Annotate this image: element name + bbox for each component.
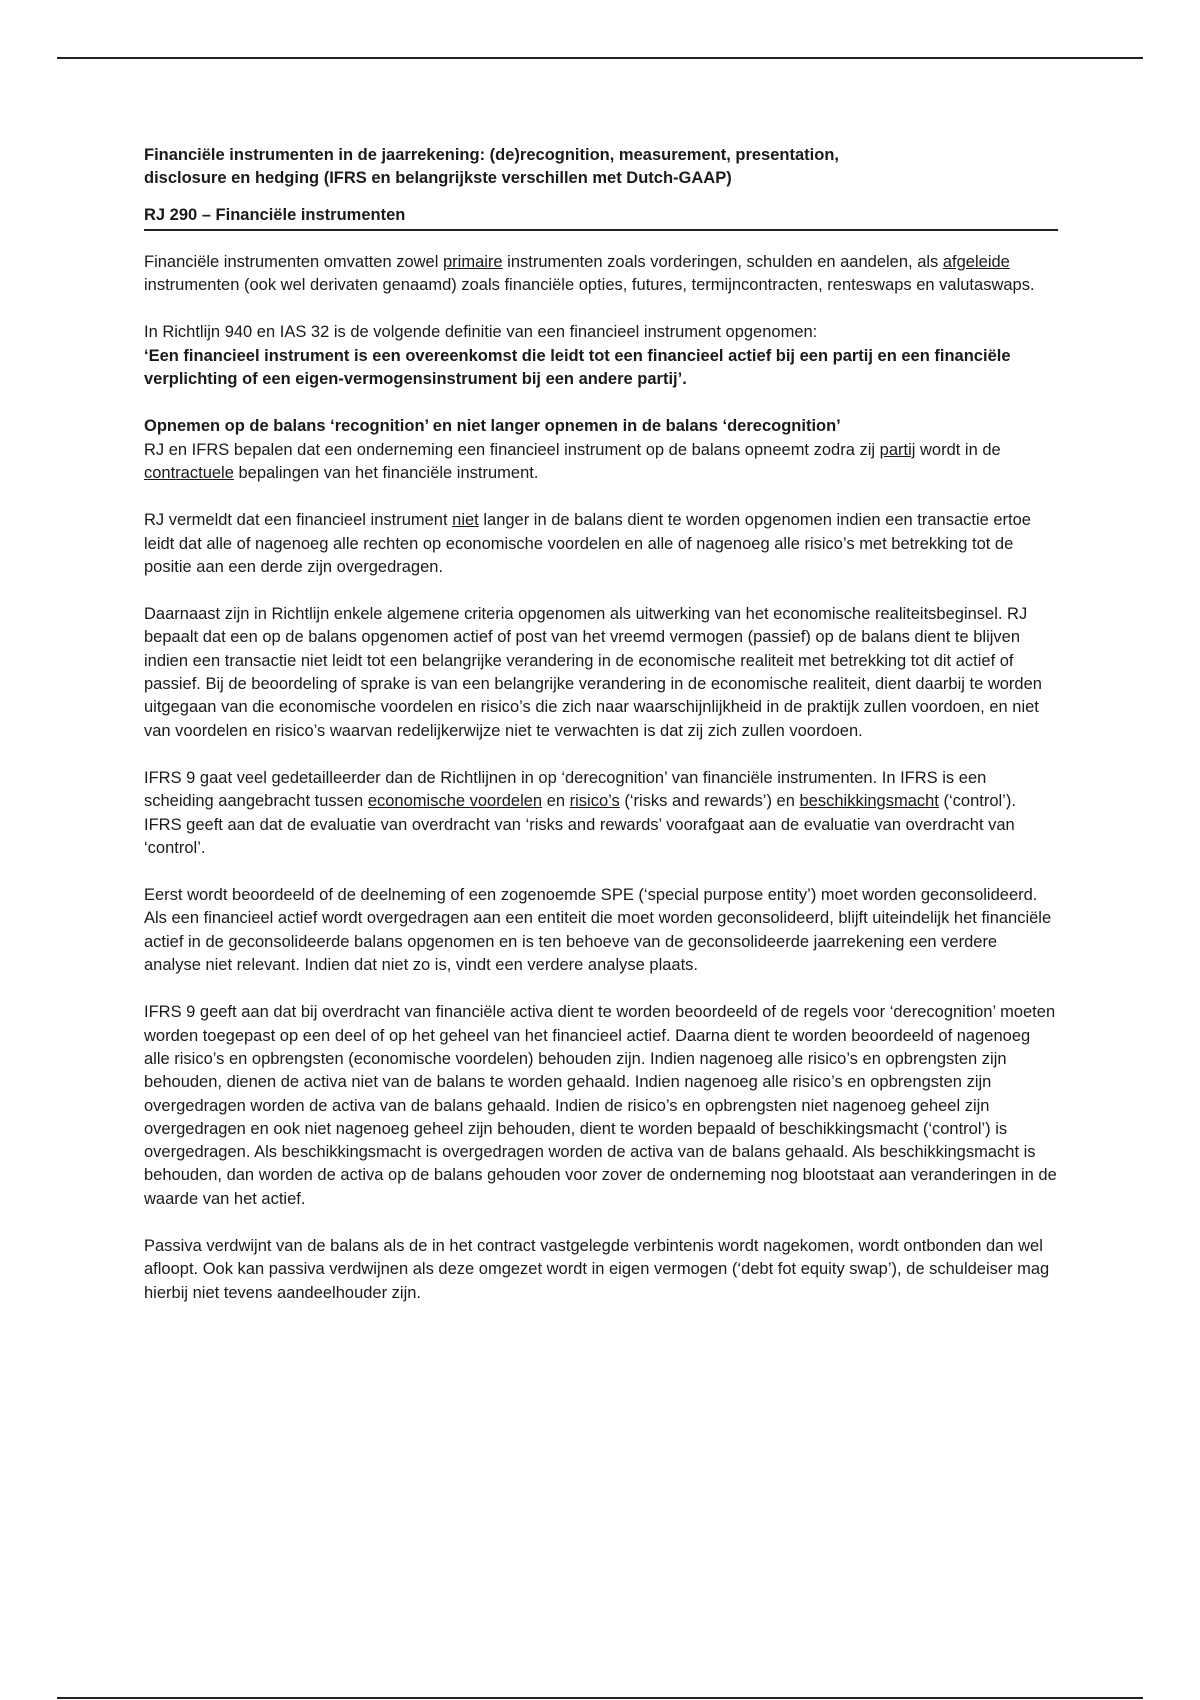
underlined-term: niet — [452, 511, 479, 530]
text: IFRS 9 gaat veel gedetailleerder dan de Richtlijnen in op ‘derecognition’ van financiële instrumenten. In IFRS is een scheiding aangebracht tussen — [144, 768, 987, 811]
text: langer in de balans dient te worden opgenomen indien een transactie ertoe leidt dat alle of nagenoeg alle rechten op economische voordelen en alle of nagenoeg alle risico’s met betrekking tot de positie aan een derde zijn overgedragen. — [144, 511, 1031, 576]
underlined-term: partij — [879, 440, 916, 459]
paragraph-6 — [144, 767, 1058, 860]
subheading: Opnemen op de balans ‘recognition’ en niet langer opnemen in de balans ‘derecognition’ — [144, 417, 841, 436]
paragraph-9: Passiva verdwijnt van de balans als de in het contract vastgelegde verbintenis wordt nagekomen, wordt ontbonden dan wel afloopt. Ook kan passiva verdwijnen als deze omgezet wordt in eigen vermogen (‘debt fot equity swap’), de schuldeiser mag hierbij niet tevens aandeelhouder zijn. — [144, 1236, 1050, 1302]
text: (‘control’). IFRS geeft aan dat de evaluatie van overdracht van ‘risks and rewards’ voorafgaat aan de evaluatie van overdracht van ‘control’. — [144, 792, 1016, 857]
header-rule — [57, 57, 1143, 59]
text: RJ vermeldt dat een financieel instrument — [144, 511, 453, 530]
paragraph-7: Eerst wordt beoordeeld of de deelneming of een zogenoemde SPE (‘special purpose entity’) moet worden geconsolideerd. Als een financieel actief wordt overgedragen aan een entiteit die moet worden geconsolideerd, blijft uiteindelijk het financiële actief in de geconsolideerde balans opgenomen en is ten behoeve van de geconsolideerde jaarrekening een verdere analyse niet relevant. Indien dat niet zo is, vindt een verdere analyse plaats. — [144, 886, 1052, 975]
text: (‘risks and rewards’) en — [619, 792, 800, 811]
definition-quote: ‘Een financieel instrument is een overeenkomst die leidt tot een financieel actief bij een partij en een financiële verplichting of een eigen-vermogensinstrument bij een andere partij’. — [144, 346, 1011, 389]
underlined-term: risico’s — [569, 792, 620, 811]
text: wordt in de — [915, 440, 1001, 459]
underlined-term: economische voordelen — [367, 792, 543, 811]
text: bepalingen van het financiële instrument. — [233, 463, 539, 482]
underlined-term: contractuele — [144, 463, 234, 482]
title-line-2: disclosure en hedging (IFRS en belangrijkste verschillen met Dutch-GAAP) — [144, 169, 732, 188]
paragraph-3 — [144, 415, 1058, 485]
paragraph-2 — [144, 321, 1058, 391]
text: Financiële instrumenten omvatten zowel — [144, 252, 443, 271]
title-line-1: Financiële instrumenten in de jaarrekening: (de)recognition, measurement, presentation, — [144, 146, 839, 164]
paragraph-4 — [144, 509, 1058, 579]
paragraph-8: IFRS 9 geeft aan dat bij overdracht van financiële activa dient te worden beoordeeld of de regels voor ‘derecognition’ moeten worden toegepast op een deel of op het geheel van het financieel actief. Daarna dient te worden beoordeeld of nagenoeg alle risico’s en opbrengsten (economische voordelen) behouden zijn. Indien nagenoeg alle risico’s en opbrengsten zijn behouden, dienen de activa niet van de balans te worden gehaald. Indien nagenoeg alle risico’s en opbrengsten zijn overgedragen worden de activa van de balans gehaald. Indien de risico’s en opbrengsten niet nagenoeg geheel zijn overgedragen en ook niet nagenoeg geheel zijn behouden, dient te worden bepaald of beschikkingsmacht (‘control’) is overgedragen. Als beschikkingsmacht is overgedragen worden de activa van de balans gehaald. Als beschikkingsmacht is behouden, dan worden de activa op de balans gehouden voor zover de onderneming nog blootstaat aan veranderingen in de waarde van het actief. — [144, 1003, 1057, 1208]
document-body — [144, 144, 1058, 1329]
text: instrumenten (ook wel derivaten genaamd) zoals financiële opties, futures, termijncontracten, renteswaps en valutaswaps. — [144, 276, 1035, 295]
text: en — [542, 792, 570, 811]
footer-rule — [57, 1697, 1143, 1699]
text: instrumenten zoals vorderingen, schulden en aandelen, als — [502, 252, 943, 271]
text: RJ en IFRS bepalen dat een onderneming een financieel instrument op de balans opneemt zodra zij — [144, 440, 880, 459]
underlined-term: afgeleide — [942, 252, 1010, 271]
underlined-term: beschikkingsmacht — [799, 792, 939, 811]
definition-intro: In Richtlijn 940 en IAS 32 is de volgende definitie van een financieel instrument opgenomen: — [144, 323, 818, 342]
section-heading: RJ 290 – Financiële instrumenten — [144, 204, 1058, 231]
underlined-term: primaire — [442, 252, 503, 271]
paragraph-5: Daarnaast zijn in Richtlijn enkele algemene criteria opgenomen als uitwerking van het economische realiteitsbeginsel. RJ bepaalt dat een op de balans opgenomen actief of post van het vreemd vermogen (passief) op de balans dient te blijven indien een transactie niet leidt tot een belangrijke verandering in de economische realiteit met betrekking tot dit actief of passief. Bij de beoordeling of sprake is van een belangrijke verandering in de economische realiteit, dient daarbij te worden uitgegaan van die economische voordelen en risico’s die zich naar waarschijnlijkheid in de praktijk zullen voordoen, en niet van voordelen en risico’s waarvan redelijkerwijze niet te verwachten is dat zij zich zullen voordoen. — [144, 605, 1042, 740]
paragraph-1 — [144, 251, 1058, 298]
document-title — [144, 144, 1058, 191]
